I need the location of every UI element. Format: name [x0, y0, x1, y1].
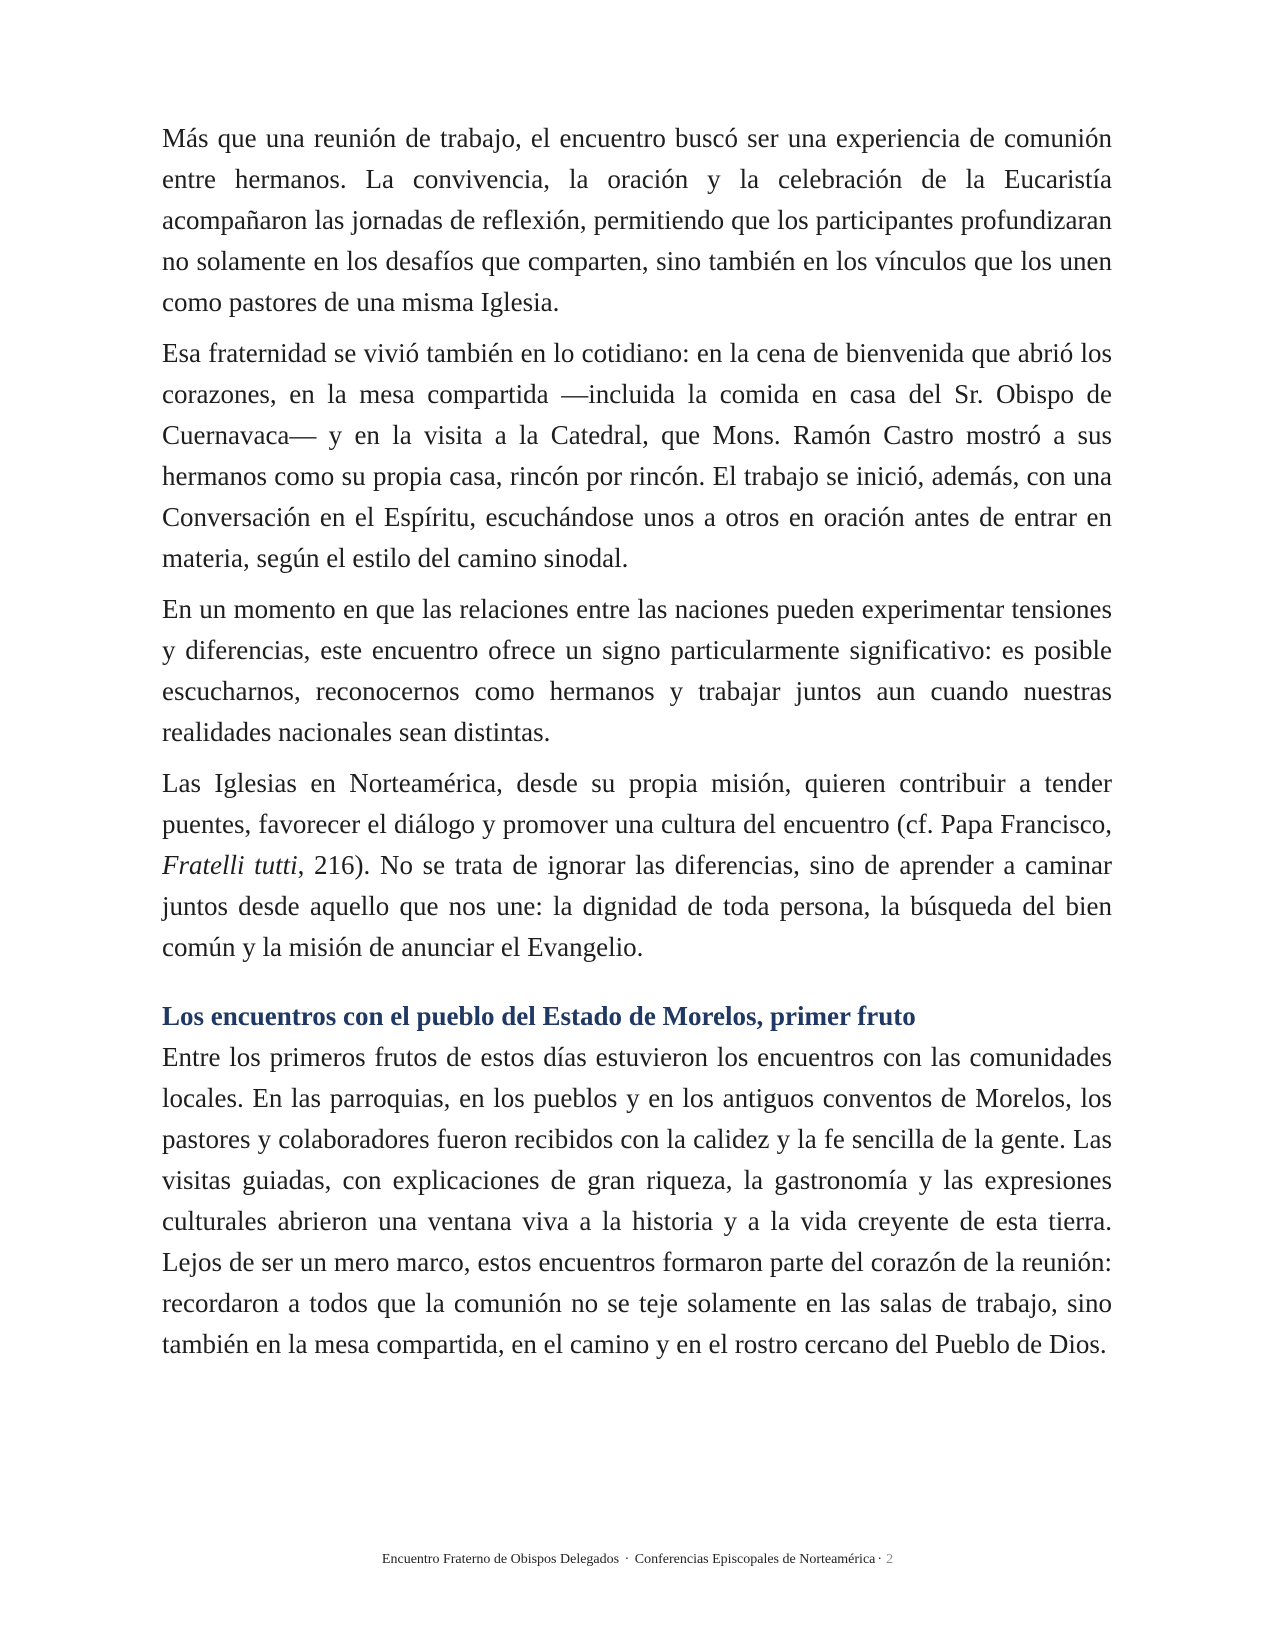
page-number: 2 [886, 1552, 894, 1567]
footer-page-separator: · [877, 1552, 883, 1567]
page-body [162, 118, 1112, 1375]
encyclical-title: Fratelli tutti [162, 850, 298, 880]
footer-event-name: Encuentro Fraterno de Obispos Delegados [381, 1552, 620, 1567]
paragraph-text-start: Las Iglesias en Norteamérica, desde su propia misión, quieren contribuir a tender puentes, favorecer el diálogo y promover una cultura del encuentro (cf. Papa Francisco, [162, 768, 1112, 839]
paragraph-churches-north-america [162, 763, 1112, 968]
paragraph-nations: En un momento en que las relaciones entre las naciones pueden experimentar tensiones y diferencias, este encuentro ofrece un signo particularmente significativo: es posible escucharnos, reconocernos como hermanos y trabajar juntos aun cuando nuestras realidades nacionales sean distintas. [162, 594, 1112, 747]
page-footer [0, 1551, 1275, 1569]
paragraph-fraternity: Esa fraternidad se vivió también en lo cotidiano: en la cena de bienvenida que abrió los corazones, en la mesa compartida —incluida la comida en casa del Sr. Obispo de Cuernavaca— y en la visita a la Catedral, que Mons. Ramón Castro mostró a sus hermanos como su propia casa, rincón por rincón. El trabajo se inició, además, con una Conversación en el Espíritu, escuchándose unos a otros en oración antes de entrar en materia, según el estilo del camino sinodal. [162, 338, 1112, 573]
paragraph-communion: Más que una reunión de trabajo, el encuentro buscó ser una experiencia de comunión entre hermanos. La convivencia, la oración y la celebración de la Eucaristía acompañaron las jornadas de reflexión, permitiendo que los participantes profundizaran no solamente en los desafíos que comparten, sino también en los vínculos que los unen como pastores de una misma Iglesia. [162, 123, 1112, 317]
paragraph-local-communities: Entre los primeros frutos de estos días estuvieron los encuentros con las comunidades locales. En las parroquias, en los pueblos y en los antiguos conventos de Morelos, los pastores y colaboradores fueron recibidos con la calidez y la fe sencilla de la gente. Las visitas guiadas, con explicaciones de gran riqueza, la gastronomía y las expresiones culturales abrieron una ventana viva a la historia y a la vida creyente de esta tierra. Lejos de ser un mero marco, estos encuentros formaron parte del corazón de la reunión: recordaron a todos que la comunión no se teje solamente en las salas de trabajo, sino también en la mesa compartida, en el camino y en el rostro cercano del Pueblo de Dios. [162, 1042, 1112, 1359]
footer-conferences-name: Conferencias Episcopales de Norteamérica [634, 1552, 876, 1567]
section-heading: Los encuentros con el pueblo del Estado de Morelos, primer fruto [162, 1001, 916, 1031]
footer-separator: · [624, 1552, 630, 1567]
paragraph-text-end: , 216). No se trata de ignorar las diferencias, sino de aprender a caminar juntos desde aquello que nos une: la dignidad de toda persona, la búsqueda del bien común y la misión de anunciar el Evangelio. [162, 850, 1113, 962]
